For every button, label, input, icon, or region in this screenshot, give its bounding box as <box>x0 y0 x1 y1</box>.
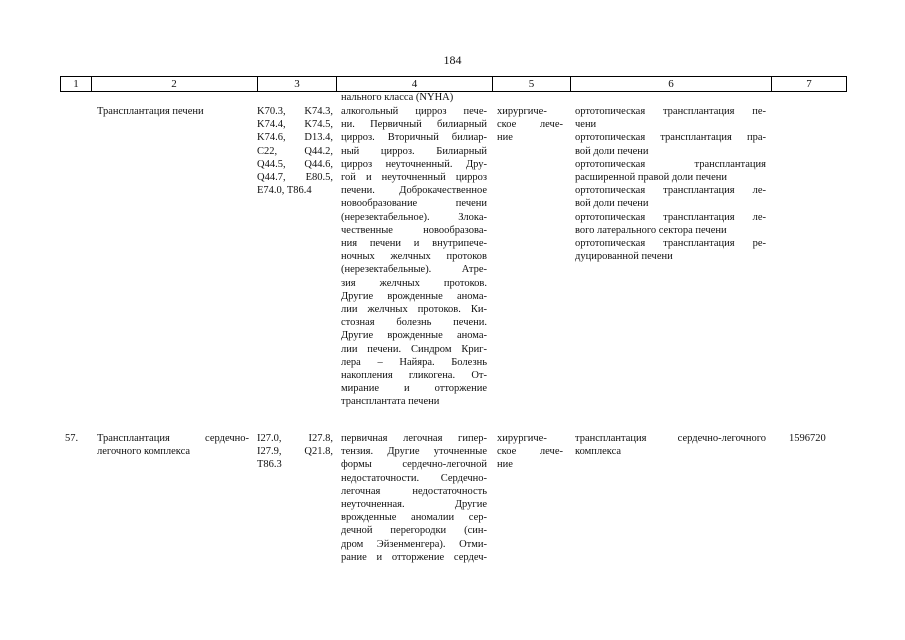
page-number: 184 <box>443 53 462 67</box>
diagnosis-line: ния печени и внутрипече- <box>341 238 487 250</box>
diagnosis-line: стозная болезнь печени. <box>341 317 487 329</box>
heart-lung-diagnoses <box>341 432 487 564</box>
treatment-line: ние <box>497 459 513 471</box>
method-line: ортотопическая трансплантация ре- <box>575 238 766 250</box>
icd-line: T86.3 <box>257 459 282 471</box>
treatment-line: хирургиче- <box>497 433 547 444</box>
icd-line: Q44.5, Q44.6, <box>257 158 333 170</box>
diagnosis-line: цирроз. Вторичный билиар- <box>341 132 487 144</box>
diagnosis-line: лии печени. Синдром Криг- <box>341 343 487 355</box>
diagnosis-line: лера – Найяра. Болезнь <box>341 356 487 368</box>
method-line: ортотопическая трансплантация ле- <box>575 185 766 197</box>
diagnosis-line: ный цирроз. Билиарный <box>341 145 487 157</box>
diagnosis-line: новообразование печени <box>341 198 487 210</box>
liver-treatment-type <box>497 105 563 145</box>
header-col-3: 3 <box>258 77 337 91</box>
method-line: вой доли печени <box>575 145 649 157</box>
icd-line: I27.0, I27.8, <box>257 433 333 444</box>
liver-icd-codes <box>257 105 333 197</box>
diagnosis-line: формы сердечно-легочной <box>341 459 487 471</box>
method-line: ортотопическая трансплантация пра- <box>575 132 766 144</box>
treatment-line: хирургиче- <box>497 106 547 117</box>
icd-line: Q44.7, E80.5, <box>257 172 333 184</box>
treatment-line: ское лече- <box>497 119 563 131</box>
header-col-7: 7 <box>772 77 847 91</box>
liver-procedure-name: Трансплантация печени <box>97 106 204 117</box>
method-line: расширенной правой доли печени <box>575 172 727 184</box>
diagnosis-line: Другие врожденные анома- <box>341 290 487 302</box>
diagnosis-line: печени. Доброкачественное <box>341 185 487 197</box>
diagnosis-line: зия желчных протоков. <box>341 277 487 289</box>
diagnosis-line: (нерезектабельные). Атре- <box>341 264 487 276</box>
liver-diagnoses <box>341 105 487 409</box>
table-header-row <box>60 76 847 92</box>
diagnosis-line: мирание и отторжение <box>341 383 487 395</box>
diagnosis-line: чественные новообразова- <box>341 224 487 236</box>
diagnosis-line: первичная легочная гипер- <box>341 433 487 444</box>
liver-col4-top-line: нального класса (NYHA) <box>341 92 454 103</box>
method-line: ортотопическая трансплантация ле- <box>575 211 766 223</box>
method-line: комплекса <box>575 446 622 458</box>
method-line: ортотопическая трансплантация пе- <box>575 106 766 117</box>
icd-line: C22, Q44.2, <box>257 145 333 157</box>
heart-lung-icd-codes <box>257 432 333 472</box>
diagnosis-line: лии желчных протоков. Ки- <box>341 304 487 316</box>
diagnosis-line: гой и неуточненный цирроз <box>341 172 487 184</box>
procedure-line: легочного комплекса <box>97 446 191 458</box>
method-line: трансплантация сердечно-легочного <box>575 433 766 444</box>
method-line: вого латерального сектора печени <box>575 224 727 236</box>
icd-line: K74.6, D13.4, <box>257 132 333 144</box>
method-line: вой доли печени <box>575 198 649 210</box>
icd-line: K70.3, K74.3, <box>257 106 333 117</box>
procedure-line: Трансплантация сердечно- <box>97 433 249 444</box>
diagnosis-line: трансплантата печени <box>341 396 440 408</box>
diagnosis-line: алкогольный цирроз пече- <box>341 106 487 117</box>
diagnosis-line: легочная недостаточность <box>341 485 487 497</box>
diagnosis-line: врожденные аномалии сер- <box>341 512 487 524</box>
diagnosis-line: тензия. Другие уточненные <box>341 446 487 458</box>
diagnosis-line: дечной перегородки (син- <box>341 525 487 537</box>
diagnosis-line: накопления гликогена. От- <box>341 370 487 382</box>
header-col-4: 4 <box>337 77 493 91</box>
header-col-5: 5 <box>493 77 571 91</box>
method-line: чени <box>575 119 597 131</box>
diagnosis-line: дром Эйзенменгера). Отми- <box>341 538 487 550</box>
liver-methods <box>575 105 766 263</box>
icd-line: I27.9, Q21.8, <box>257 446 333 458</box>
heart-lung-methods <box>575 432 766 458</box>
row-57-number: 57. <box>65 433 79 444</box>
diagnosis-line: ни. Первичный билиарный <box>341 119 487 131</box>
diagnosis-line: (нерезектабельное). Злока- <box>341 211 487 223</box>
heart-lung-treatment-type <box>497 432 563 472</box>
method-line: ортотопическая трансплантация <box>575 158 766 170</box>
diagnosis-line: Другие врожденные анома- <box>341 330 487 342</box>
icd-line: E74.0, T86.4 <box>257 185 312 197</box>
diagnosis-line: рание и отторжение сердеч- <box>341 551 487 563</box>
diagnosis-line: цирроз неуточненный. Дру- <box>341 158 487 170</box>
method-line: дуцированной печени <box>575 251 673 263</box>
diagnosis-line: неуточненная. Другие <box>341 499 487 511</box>
header-col-1: 1 <box>60 77 92 91</box>
treatment-line: ние <box>497 132 513 144</box>
heart-lung-procedure-name <box>97 432 249 458</box>
header-col-2: 2 <box>91 77 258 91</box>
icd-line: K74.4, K74.5, <box>257 119 333 131</box>
diagnosis-line: ночных желчных протоков <box>341 251 487 263</box>
procedure-table <box>60 76 847 92</box>
heart-lung-cost: 1596720 <box>789 433 826 444</box>
treatment-line: ское лече- <box>497 446 563 458</box>
header-col-6: 6 <box>571 77 772 91</box>
diagnosis-line: недостаточности. Сердечно- <box>341 472 487 484</box>
